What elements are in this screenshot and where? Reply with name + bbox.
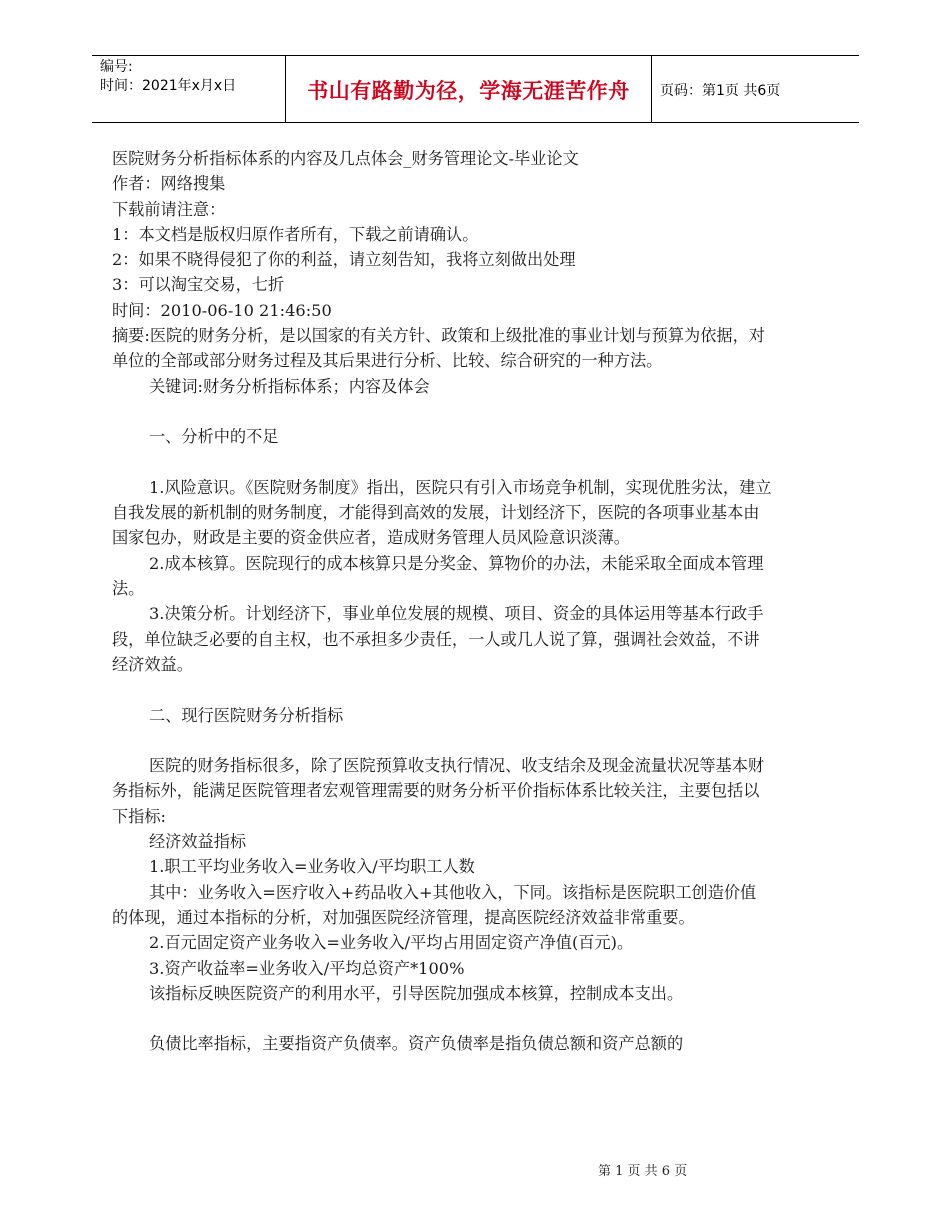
debt-ratio-paragraph: 负债比率指标，主要指资产负债率。资产负债率是指负债总额和资产总额的 xyxy=(149,1034,684,1054)
section-1-paragraph-2: 2.成本核算。医院现行的成本核算只是分奖金、算物价的办法，未能采取全面成本管理法。 xyxy=(112,553,764,599)
download-notice-heading: 下载前请注意： xyxy=(112,199,226,219)
document-body xyxy=(112,146,772,1057)
header-motto-box xyxy=(285,55,652,122)
economic-indicator-1-note: 其中：业务收入=医疗收入+药品收入+其他收入，下同。该指标是医院职工创造价值的体现，通过本指标的分析，对加强医院经济管理，提高医院经济效益非常重要。 xyxy=(112,882,757,927)
section-1-paragraph-1: 1.风险意识。《医院财务制度》指出，医院只有引入市场竞争机制，实现优胜劣汰，建立自我发展的新机制的财务制度，才能得到高效的发展，计划经济下，医院的各项事业基本由国家包办，财政是主要的资金供应者，造成财务管理人员风险意识淡薄。 xyxy=(112,477,772,548)
notice-item-3: 3：可以淘宝交易，七折 xyxy=(112,275,285,295)
keywords: 关键词:财务分析指标体系；内容及体会 xyxy=(149,376,430,396)
footer-page-number: 第 1 页 共 6 页 xyxy=(598,1164,688,1179)
section-2-title: 二、现行医院财务分析指标 xyxy=(149,705,344,725)
spacer xyxy=(112,728,772,753)
notice-item-1: 1：本文档是版权归原作者所有，下载之前请确认。 xyxy=(112,224,479,244)
spacer xyxy=(112,677,772,702)
section-1-paragraph-3: 3.决策分析。计划经济下，事业单位发展的规模、项目、资金的具体运用等基本行政手段，单位缺乏必要的自主权，也不承担多少责任，一人或几人说了算，强调社会效益，不讲经济效益。 xyxy=(112,604,764,674)
economic-indicator-3-note: 该指标反映医院资产的利用水平，引导医院加强成本核算，控制成本支出。 xyxy=(149,983,684,1003)
spacer xyxy=(112,399,772,424)
document-author: 作者：网络搜集 xyxy=(112,174,226,194)
header-meta xyxy=(100,58,236,96)
notice-item-2: 2：如果不晓得侵犯了你的利益，请立刻告知，我将立刻做出处理 xyxy=(112,250,576,270)
header-page-info: 页码：第1页 共6页 xyxy=(660,83,781,99)
economic-indicator-3: 3.资产收益率=业务收入/平均总资产*100% xyxy=(149,958,465,978)
document-time: 时间：2010-06-10 21:46:50 xyxy=(112,300,332,320)
header-number-label: 编号: xyxy=(100,59,133,75)
header-time-label: 时间：2021年x月x日 xyxy=(100,78,237,94)
section-2-intro: 医院的财务指标很多，除了医院预算收支执行情况、收支结余及现金流量状况等基本财务指标外，能满足医院管理者宏观管理需要的财务分析平价指标体系比较关注，主要包括以下指标: xyxy=(112,756,765,826)
section-1-title: 一、分析中的不足 xyxy=(149,427,279,447)
header-motto: 书山有路勤为径，学海无涯苦作舟 xyxy=(307,79,630,103)
economic-indicator-2: 2.百元固定资产业务收入=业务收入/平均占用固定资产净值(百元)。 xyxy=(149,933,634,953)
spacer xyxy=(112,450,772,475)
spacer xyxy=(112,1006,772,1031)
abstract: 摘要:医院的财务分析，是以国家的有关方针、政策和上级批准的事业计划与预算为依据，对单位的全部或部分财务过程及其后果进行分析、比较、综合研究的一种方法。 xyxy=(112,326,765,371)
economic-indicators-heading: 经济效益指标 xyxy=(149,832,247,852)
header-bottom-rule xyxy=(92,122,859,123)
economic-indicator-1: 1.职工平均业务收入=业务收入/平均职工人数 xyxy=(149,857,475,877)
document-title: 医院财务分析指标体系的内容及几点体会_财务管理论文-毕业论文 xyxy=(112,149,579,168)
